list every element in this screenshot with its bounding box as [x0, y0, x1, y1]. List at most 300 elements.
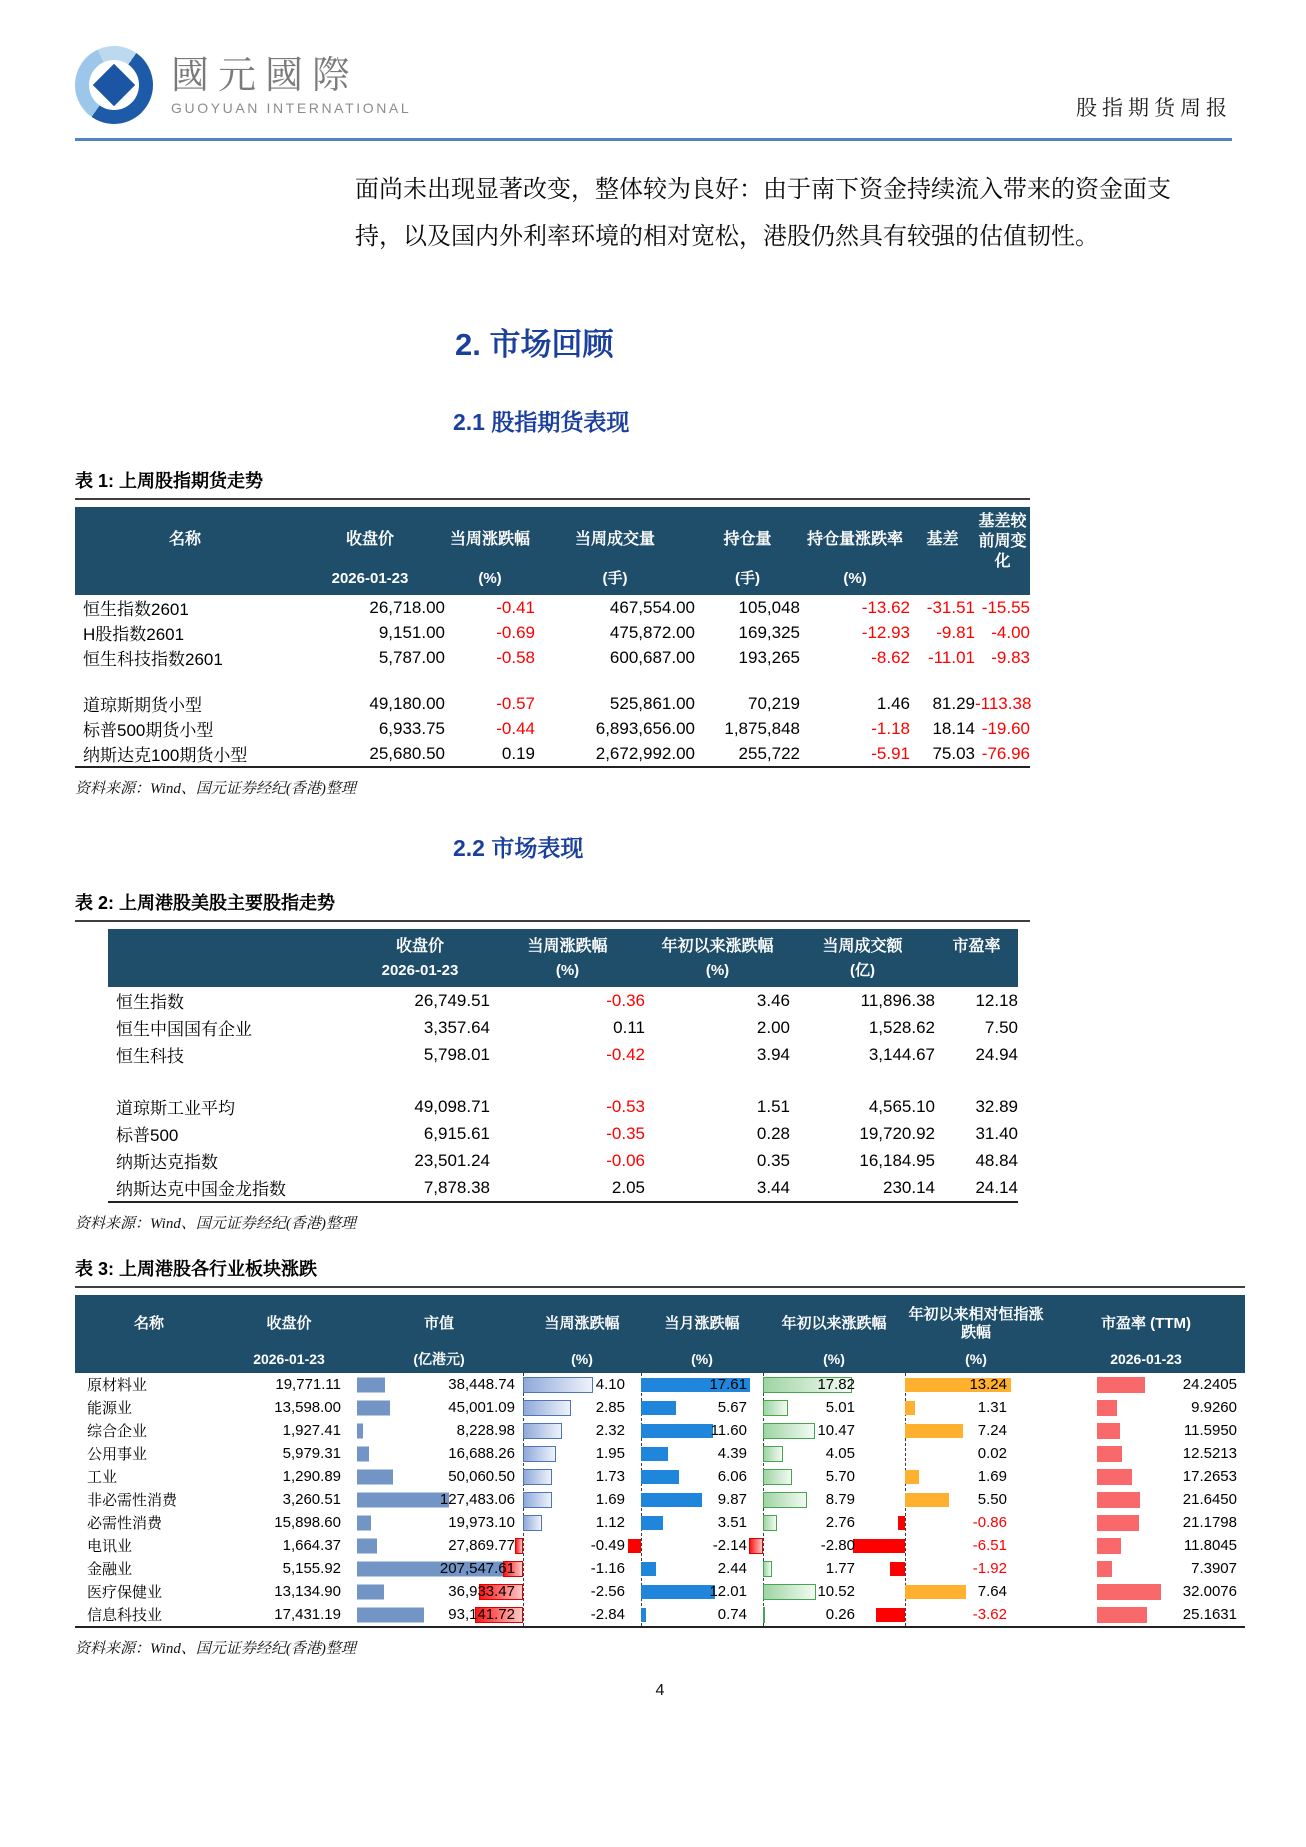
- table-row: [75, 1534, 1245, 1557]
- cell-value: 16,688.26: [448, 1445, 515, 1462]
- cell-value: 19,973.10: [448, 1514, 515, 1531]
- table-cell: [1047, 1422, 1245, 1439]
- table-cell: [641, 1376, 763, 1393]
- spacer-row: [108, 1068, 1018, 1093]
- table1-caption: 表 1: 上周股指期货走势: [75, 467, 1030, 500]
- header-unit: [975, 572, 1030, 595]
- table-cell: 11,896.38: [860, 990, 935, 1010]
- cell-value: 7.3907: [1191, 1560, 1237, 1577]
- table-cell: 81.29: [932, 693, 975, 713]
- table-cell: [355, 1560, 523, 1577]
- table-cell: [355, 1514, 523, 1531]
- cell-value: -1.16: [590, 1560, 625, 1577]
- table-cell: [905, 1583, 1047, 1600]
- table-cell: -0.69: [496, 622, 535, 642]
- header-cell: [910, 507, 975, 595]
- table-cell: 230.14: [883, 1177, 935, 1197]
- cell-value: 0.74: [717, 1606, 747, 1623]
- header-label: 收盘价: [266, 1315, 312, 1332]
- table-cell: 2,672,992.00: [595, 743, 695, 763]
- table-cell: 6,915.61: [423, 1123, 490, 1143]
- table-cell: [355, 1537, 523, 1554]
- table-cell: -0.53: [606, 1096, 645, 1116]
- header-unit: (%): [571, 1351, 593, 1367]
- table-cell: 48.84: [975, 1150, 1018, 1170]
- table-cell: -0.41: [496, 597, 535, 617]
- cell-value: 10.52: [817, 1583, 855, 1600]
- table-cell: 非必需性消费: [87, 1492, 178, 1509]
- table-cell: [523, 1468, 641, 1485]
- cell-value: 0.26: [825, 1606, 855, 1623]
- header-label: 持仓量: [723, 531, 772, 548]
- header-cell: [75, 1295, 223, 1373]
- table-cell: [1047, 1468, 1245, 1485]
- header-label: 市盈率 (TTM): [1101, 1315, 1191, 1332]
- table-cell: -15.55: [981, 597, 1030, 617]
- table3-caption: 表 3: 上周港股各行业板块涨跌: [75, 1255, 1245, 1288]
- table-cell: [355, 1583, 523, 1600]
- table-row: [108, 987, 1018, 1014]
- table-row: [75, 716, 1030, 741]
- table-cell: 26,718.00: [369, 597, 445, 617]
- source-note-1: 资料来源：Wind、国元证券经纪(香港)整理: [75, 781, 356, 797]
- table-cell: [1047, 1606, 1245, 1623]
- table-cell: [763, 1606, 905, 1623]
- table-cell: [1047, 1560, 1245, 1577]
- cell-value: 5.70: [825, 1468, 855, 1485]
- header-cell: [295, 507, 445, 595]
- cell-value: -2.80: [820, 1537, 855, 1554]
- table-cell: 193,265: [738, 647, 800, 667]
- table-cell: [355, 1422, 523, 1439]
- company-logo: [75, 46, 411, 124]
- table-cell: 12.18: [975, 990, 1018, 1010]
- header-unit: (%): [555, 962, 580, 979]
- cell-value: 11.60: [710, 1422, 747, 1439]
- table-cell: 5,155.92: [282, 1560, 341, 1577]
- table-cell: [523, 1583, 641, 1600]
- section-heading: 2. 市场回顾: [455, 327, 614, 362]
- table-cell: 600,687.00: [609, 647, 695, 667]
- cell-value: 7.24: [977, 1422, 1007, 1439]
- table-cell: 0.11: [613, 1017, 645, 1037]
- cell-value: 2.85: [595, 1399, 625, 1416]
- table-cell: [523, 1560, 641, 1577]
- table-cell: [763, 1537, 905, 1554]
- table-cell: [1047, 1583, 1245, 1600]
- cell-value: 207,547.61: [439, 1560, 515, 1577]
- table-row: [108, 1014, 1018, 1041]
- cell-value: 1.73: [595, 1468, 625, 1485]
- table-cell: 0.28: [756, 1123, 790, 1143]
- table1-futures: [75, 507, 1030, 768]
- source-note-3: 资料来源：Wind、国元证券经纪(香港)整理: [75, 1641, 356, 1657]
- cell-value: 5.67: [717, 1399, 747, 1416]
- table-row: [75, 1442, 1245, 1465]
- table-cell: -4.00: [991, 622, 1030, 642]
- header-label: 年初以来涨跌幅: [661, 938, 774, 955]
- table-row: [108, 1147, 1018, 1174]
- table-cell: [905, 1468, 1047, 1485]
- header-label: 年初以来相对恒指涨跌幅: [908, 1306, 1044, 1341]
- table-row: [108, 1093, 1018, 1120]
- table-cell: [641, 1537, 763, 1554]
- table-cell: 7,878.38: [423, 1177, 490, 1197]
- table-cell: -19.60: [981, 718, 1030, 738]
- table-row: [75, 1419, 1245, 1442]
- header-unit: (%): [965, 1351, 987, 1367]
- table-cell: [763, 1560, 905, 1577]
- cell-value: -1.92: [972, 1560, 1007, 1577]
- cell-value: 1.12: [595, 1514, 625, 1531]
- header-cell: [935, 929, 1018, 987]
- table-cell: 恒生指数2601: [83, 600, 189, 619]
- table-header: [75, 507, 1030, 595]
- table-cell: 金融业: [87, 1561, 133, 1578]
- table-cell: [1047, 1514, 1245, 1531]
- table-cell: [523, 1491, 641, 1508]
- cell-value: 8,228.98: [456, 1422, 515, 1439]
- table-cell: [355, 1399, 523, 1416]
- table-cell: [1047, 1491, 1245, 1508]
- header-divider: [75, 138, 1232, 141]
- table-cell: [641, 1606, 763, 1623]
- source-note-2: 资料来源：Wind、国元证券经纪(香港)整理: [75, 1216, 356, 1232]
- cell-value: 32.0076: [1182, 1583, 1237, 1600]
- table-header: [108, 929, 1018, 987]
- table-cell: 1,664.37: [282, 1537, 341, 1554]
- table-cell: 3,260.51: [282, 1491, 341, 1508]
- cell-value: 1.77: [825, 1560, 855, 1577]
- header-cell: [1047, 1295, 1245, 1373]
- table-row: [75, 645, 1030, 670]
- table-cell: -13.62: [861, 597, 910, 617]
- header-unit: (%): [823, 1351, 845, 1367]
- cell-value: 127,483.06: [439, 1491, 515, 1508]
- table-cell: [1047, 1399, 1245, 1416]
- logo-cn-text: 國元國際: [171, 55, 360, 97]
- cell-value: 0.02: [977, 1445, 1007, 1462]
- table-cell: 道琼斯工业平均: [116, 1099, 235, 1118]
- header-unit: (亿港元): [413, 1351, 465, 1367]
- cell-value: 2.44: [717, 1560, 747, 1577]
- cell-value: 7.64: [977, 1583, 1007, 1600]
- table-cell: 必需性消费: [87, 1515, 163, 1532]
- table-cell: 16,184.95: [859, 1150, 935, 1170]
- cell-value: 12.01: [709, 1583, 747, 1600]
- cell-value: 27,869.77: [448, 1537, 515, 1554]
- cell-value: -0.86: [972, 1514, 1007, 1531]
- cell-value: 5.01: [825, 1399, 855, 1416]
- table-cell: 75.03: [932, 743, 975, 763]
- table-cell: 1,927.41: [282, 1422, 341, 1439]
- table-cell: 19,771.11: [275, 1376, 341, 1393]
- table-cell: 18.14: [932, 718, 975, 738]
- header-unit: (亿): [850, 962, 875, 979]
- cell-value: 36,933.47: [448, 1583, 515, 1600]
- table-cell: [763, 1491, 905, 1508]
- cell-value: 25.1631: [1182, 1606, 1237, 1623]
- table-cell: 23,501.24: [414, 1150, 490, 1170]
- header-cell: [645, 929, 790, 987]
- table-row: [75, 741, 1030, 766]
- table-cell: [905, 1445, 1047, 1462]
- header-label: 持仓量涨跌率: [806, 531, 903, 548]
- table-cell: -31.51: [926, 597, 975, 617]
- table-cell: 26,749.51: [414, 990, 490, 1010]
- header-label: 名称: [168, 531, 201, 548]
- cell-value: 8.79: [825, 1491, 855, 1508]
- table-cell: 综合企业: [87, 1423, 148, 1440]
- cell-value: 45,001.09: [448, 1399, 515, 1416]
- header-label: 当周涨跌幅: [544, 1315, 620, 1332]
- table-cell: 32.89: [975, 1096, 1018, 1116]
- header-label: [108, 929, 350, 960]
- table-cell: 电讯业: [87, 1538, 133, 1555]
- table-cell: -0.06: [606, 1150, 645, 1170]
- header-unit: (%): [478, 570, 502, 587]
- table-cell: [355, 1606, 523, 1623]
- table-cell: 3,144.67: [868, 1044, 935, 1064]
- intro-line: 面尚未出现显著改变，整体较为良好：由于南下资金持续流入带来的资金面支: [355, 177, 1171, 203]
- table-cell: 纳斯达克中国金龙指数: [116, 1180, 286, 1199]
- cell-value: 11.5950: [1183, 1422, 1237, 1439]
- cell-value: -2.56: [590, 1583, 625, 1600]
- table-cell: 467,554.00: [609, 597, 695, 617]
- table-row: [75, 1373, 1245, 1396]
- table-cell: 3.46: [756, 990, 790, 1010]
- table-cell: 0.19: [501, 743, 535, 763]
- header-cell: [223, 1295, 355, 1373]
- header-unit: [935, 960, 1018, 987]
- table-cell: -8.62: [871, 647, 910, 667]
- header-cell: [490, 929, 645, 987]
- table-row: [75, 1603, 1245, 1626]
- spacer-row: [75, 670, 1030, 691]
- table-cell: 17,431.19: [274, 1606, 341, 1623]
- table-cell: [523, 1606, 641, 1623]
- header-unit: 2026-01-23: [253, 1351, 325, 1367]
- table-cell: -113.38: [975, 693, 1032, 713]
- table-row: [108, 1041, 1018, 1068]
- header-label: 基差: [926, 531, 959, 548]
- table-cell: -0.36: [606, 990, 645, 1010]
- table-cell: 9,151.00: [378, 622, 445, 642]
- table-cell: -11.01: [928, 647, 975, 667]
- cell-value: 1.69: [595, 1491, 625, 1508]
- table-cell: -76.96: [981, 743, 1030, 763]
- table-cell: [905, 1376, 1047, 1393]
- table-cell: [641, 1399, 763, 1416]
- table-cell: -1.18: [871, 718, 910, 738]
- header-unit: (%): [691, 1351, 713, 1367]
- table-cell: 19,720.92: [859, 1123, 935, 1143]
- header-cell: [535, 507, 695, 595]
- header-cell: [905, 1295, 1047, 1373]
- cell-value: 4.10: [595, 1376, 625, 1393]
- table-cell: [523, 1376, 641, 1393]
- table-cell: [523, 1399, 641, 1416]
- cell-value: 4.05: [825, 1445, 855, 1462]
- cell-value: 1.95: [595, 1445, 625, 1462]
- table-cell: 4,565.10: [868, 1096, 935, 1116]
- table-cell: 工业: [87, 1469, 118, 1486]
- table-cell: -5.91: [871, 743, 910, 763]
- table-cell: -9.81: [936, 622, 975, 642]
- cell-value: 17.82: [817, 1376, 855, 1393]
- header-unit: (手): [735, 570, 760, 587]
- table-cell: 1,290.89: [282, 1468, 341, 1485]
- table-row: [75, 595, 1030, 620]
- table-cell: 6,893,656.00: [595, 718, 695, 738]
- cell-value: 93,141.72: [448, 1606, 515, 1623]
- table-cell: [763, 1445, 905, 1462]
- cell-value: 5.50: [977, 1491, 1007, 1508]
- table-cell: 0.35: [756, 1150, 790, 1170]
- header-unit: [910, 568, 975, 595]
- table-cell: 3.44: [756, 1177, 790, 1197]
- header-label: 当周涨跌幅: [449, 531, 530, 548]
- table-row: [75, 1465, 1245, 1488]
- table-row: [75, 691, 1030, 716]
- table-cell: [355, 1376, 523, 1393]
- cell-value: -0.49: [590, 1537, 625, 1554]
- header-unit: (手): [602, 570, 628, 587]
- header-unit: (%): [705, 962, 730, 979]
- table-cell: 恒生科技指数2601: [83, 650, 223, 669]
- header-unit: 2026-01-23: [331, 570, 409, 587]
- cell-value: 12.5213: [1182, 1445, 1237, 1462]
- header-label: 收盘价: [395, 938, 444, 955]
- table-cell: [763, 1468, 905, 1485]
- table-cell: 1,875,848: [724, 718, 800, 738]
- table-cell: [763, 1399, 905, 1416]
- cell-value: -3.62: [972, 1606, 1007, 1623]
- header-unit: 2026-01-23: [381, 962, 459, 979]
- table-cell: [905, 1560, 1047, 1577]
- table-cell: -0.44: [496, 718, 535, 738]
- header-cell: [350, 929, 490, 987]
- table-cell: [641, 1445, 763, 1462]
- table-cell: [641, 1514, 763, 1531]
- table-cell: [763, 1422, 905, 1439]
- table-cell: 105,048: [738, 597, 800, 617]
- table-cell: [905, 1514, 1047, 1531]
- header-unit: (%): [843, 570, 867, 587]
- table-row: [75, 1580, 1245, 1603]
- cell-value: 6.06: [717, 1468, 747, 1485]
- intro-line: 持，以及国内外利率环境的相对宽松，港股仍然具有较强的估值韧性。: [355, 224, 1099, 250]
- table-cell: [1047, 1537, 1245, 1554]
- cell-value: 3.51: [717, 1514, 747, 1531]
- logo-en-text: GUOYUAN INTERNATIONAL: [171, 100, 412, 116]
- table-cell: 2.05: [611, 1177, 645, 1197]
- header-unit: [75, 1348, 223, 1373]
- table-cell: [523, 1422, 641, 1439]
- table-cell: 3.94: [756, 1044, 790, 1064]
- table-cell: [523, 1537, 641, 1554]
- table-row: [75, 1557, 1245, 1580]
- table-cell: [763, 1376, 905, 1393]
- cell-value: 17.2653: [1182, 1468, 1237, 1485]
- table-cell: 31.40: [975, 1123, 1018, 1143]
- header-label: 年初以来涨跌幅: [781, 1315, 887, 1332]
- table-cell: 49,180.00: [369, 693, 445, 713]
- cell-value: 1.69: [977, 1468, 1007, 1485]
- table-row: [75, 620, 1030, 645]
- table-cell: [763, 1583, 905, 1600]
- table-cell: 恒生科技: [116, 1047, 184, 1066]
- table-cell: 15,898.60: [274, 1514, 341, 1531]
- table2-caption: 表 2: 上周港股美股主要股指走势: [75, 889, 1030, 922]
- table-cell: 公用事业: [87, 1446, 148, 1463]
- header-cell: [445, 507, 535, 595]
- header-cell: [108, 929, 350, 987]
- table-cell: H股指数2601: [83, 625, 185, 644]
- table-cell: [641, 1560, 763, 1577]
- table3-body: [75, 1373, 1245, 1626]
- table-cell: 纳斯达克100期货小型: [83, 746, 248, 765]
- table-cell: 1,528.62: [868, 1017, 935, 1037]
- table-cell: 原材料业: [87, 1377, 148, 1394]
- cell-value: 11.8045: [1183, 1537, 1237, 1554]
- table-cell: [905, 1422, 1047, 1439]
- table-row: [75, 1488, 1245, 1511]
- table-cell: [905, 1606, 1047, 1623]
- table-cell: 6,933.75: [378, 718, 445, 738]
- header-cell: [763, 1295, 905, 1373]
- header-label: 收盘价: [345, 531, 394, 548]
- page-number: 4: [655, 1682, 665, 1699]
- table-cell: [355, 1491, 523, 1508]
- cell-value: 38,448.74: [448, 1376, 515, 1393]
- cell-value: 21.6450: [1182, 1491, 1237, 1508]
- header-cell: [790, 929, 935, 987]
- table-cell: 24.14: [975, 1177, 1018, 1197]
- table-cell: [641, 1422, 763, 1439]
- cell-value: -6.51: [972, 1537, 1007, 1554]
- header-label: 名称: [133, 1315, 164, 1332]
- table-cell: [641, 1468, 763, 1485]
- header-unit: [75, 568, 295, 595]
- cell-value: 17.61: [709, 1376, 747, 1393]
- table-cell: 5,979.31: [282, 1445, 341, 1462]
- header-label: 当周成交额: [822, 938, 903, 955]
- table-cell: 标普500: [116, 1126, 179, 1145]
- table-cell: 1.46: [876, 693, 910, 713]
- table-cell: 标普500期货小型: [83, 721, 214, 740]
- table-cell: 医疗保健业: [87, 1584, 163, 1601]
- table-cell: 3,357.64: [423, 1017, 490, 1037]
- table-cell: 纳斯达克指数: [116, 1153, 218, 1172]
- table-header: [75, 1295, 1245, 1373]
- header-cell: [800, 507, 910, 595]
- cell-value: 4.39: [717, 1445, 747, 1462]
- table-cell: [641, 1583, 763, 1600]
- table-cell: [523, 1445, 641, 1462]
- cell-value: 13.24: [969, 1376, 1007, 1393]
- table3-sectors: [75, 1295, 1245, 1628]
- subsection-heading-2-2: 2.2 市场表现: [453, 835, 584, 861]
- cell-value: -2.84: [590, 1606, 625, 1623]
- company-logo-icon: [75, 46, 153, 124]
- table-cell: [523, 1514, 641, 1531]
- table-cell: 24.94: [975, 1044, 1018, 1064]
- table-cell: [905, 1491, 1047, 1508]
- table-row: [108, 1120, 1018, 1147]
- header-label: 当月涨跌幅: [664, 1315, 740, 1332]
- intro-paragraph: [355, 167, 1241, 261]
